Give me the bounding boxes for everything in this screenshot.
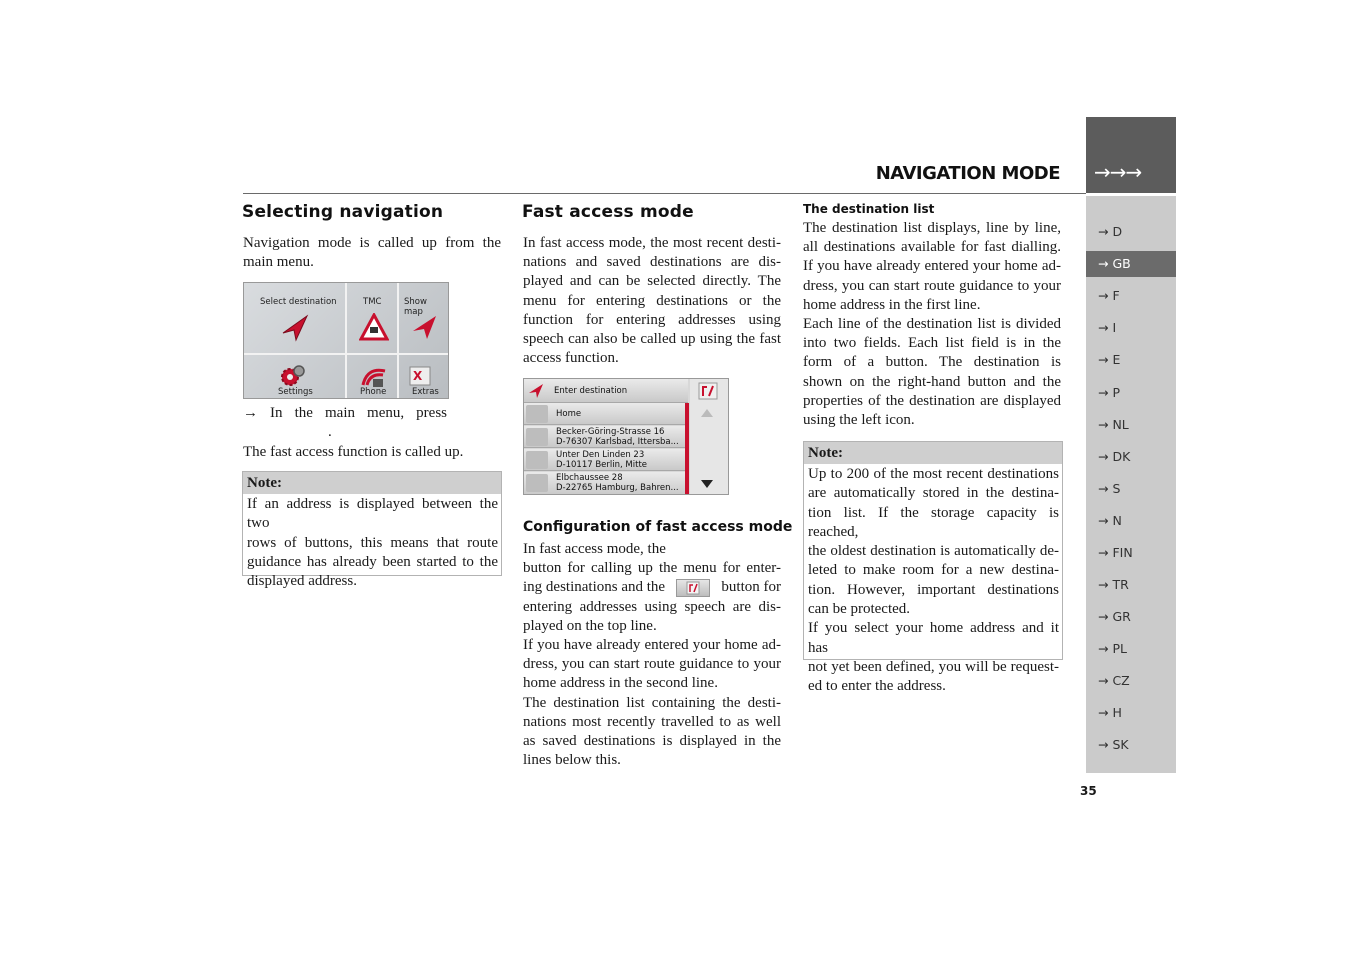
extras-icon [408,363,434,387]
speech-input-icon [698,382,718,400]
lang-tab-d[interactable]: → D [1098,224,1123,239]
step-instruction-end: . [328,424,332,440]
main-menu-screenshot [243,282,449,399]
scroll-up-icon [700,407,714,419]
note-box-route-guidance [242,471,502,590]
lang-tab-gb[interactable]: → GB [1086,251,1176,277]
tile-extras: Extras [412,387,439,397]
arrows-icon: →→→ [1094,160,1142,184]
lang-tab-h[interactable]: → H [1098,705,1122,720]
map-arrow-icon [410,313,440,341]
dest-row-3: Elbchaussee 28 D-22765 Hamburg, Bahren... [524,472,688,495]
lang-tab-pl[interactable]: → PL [1098,641,1127,656]
lang-tab-s[interactable]: → S [1098,481,1121,496]
destination-list-screenshot [523,378,729,495]
enter-destination-row: Enter destination [524,379,688,403]
lang-tab-e[interactable]: → E [1098,352,1121,367]
tile-show-map: Show map [404,297,427,317]
warning-triangle-icon [359,313,389,341]
tile-settings: Settings [278,387,313,397]
page-header-title: NAVIGATION MODE [875,163,1060,184]
navigation-arrow-icon [280,313,310,343]
result-text: The fast access function is called up. [243,444,464,460]
lang-tab-sk[interactable]: → SK [1098,737,1129,752]
intro-paragraph: Navigation mode is called up from the main menu. [243,235,501,271]
lang-tab-f[interactable]: → F [1098,288,1120,303]
configuration-paragraph: In fast access mode, the button for calling up the menu for enter- ing destinations and the button for entering addresses using speech are dis- played on the top line. If you have already entered your home ad- dress, you can start route guidance to your home address in the second line. The destination list containing the desti- nations most recently travelled to as well as saved destinations is displayed in the lines below this. [523,541,781,769]
subheading-destination-list: The destination list [803,202,935,216]
destination-list-paragraph: The destination list displays, line by line, all destinations available for fast dialling. If you have already entered your home ad- dress, you can start route guidance to your home address in the first line. Each line of the destination list is divided into two fields. Each list field is in the form of a button. The destination is shown on the right-hand button and the properties of the destination are displayed using the left icon. [803,220,1061,429]
note-text: If an address is displayed between the two rows of buttons, this means that route guidance has already been started to the displayed address. [247,496,498,590]
subheading-configuration: Configuration of fast access mode [523,519,793,535]
note-box-storage [803,441,1063,695]
navigation-arrow-icon [528,383,544,399]
dest-row-2: Unter Den Linden 23 D-10117 Berlin, Mitte [524,449,688,471]
step-instruction: → In the main menu, press [243,405,447,421]
note-title: Note: [243,472,501,494]
note-text: Up to 200 of the most recent destinations are automatically stored in the destina- tion list. If the storage capacity is reached, the oldest destination is automatically de- leted to make room for a new destina- tion. However, important destinations can be protected. If you select your home address and it has not yet been defined, you will be request- ed to enter the address. [808,466,1059,695]
lang-tab-gr[interactable]: → GR [1098,609,1131,624]
tile-phone: Phone [360,387,387,397]
dest-row-1: Becker-Göring-Strasse 16 D-76307 Karlsbad, Ittersba... [524,426,688,448]
dest-row-home: Home [524,403,688,425]
lang-tab-i[interactable]: → I [1098,320,1117,335]
page-number: 35 [1080,784,1097,798]
lang-tab-n[interactable]: → N [1098,513,1122,528]
lang-tab-dk[interactable]: → DK [1098,449,1131,464]
lang-tab-fin[interactable]: → FIN [1098,545,1133,560]
lang-tab-tr[interactable]: → TR [1098,577,1129,592]
lang-tab-nl[interactable]: → NL [1098,417,1129,432]
scroll-down-icon [700,478,714,490]
lang-tab-cz[interactable]: → CZ [1098,673,1130,688]
svg-text:X: X [413,369,423,383]
settings-gear-icon [280,363,308,389]
tile-select-destination: Select destination [260,297,337,307]
phone-icon [359,363,389,389]
speech-button-icon [676,579,710,597]
section-heading-fast-access-mode: Fast access mode [522,202,694,222]
lang-tab-p[interactable]: → P [1098,385,1120,400]
fast-access-paragraph: In fast access mode, the most recent desti- nations and saved destinations are dis- played and can be selected directly. The menu for entering destinations or the function for entering addresses using speech can also be called up using the fast access function. [523,235,781,367]
note-title: Note: [804,442,1062,464]
section-heading-selecting-navigation: Selecting navigation [242,202,444,222]
header-rule [243,193,1086,194]
tile-tmc: TMC [363,297,382,307]
